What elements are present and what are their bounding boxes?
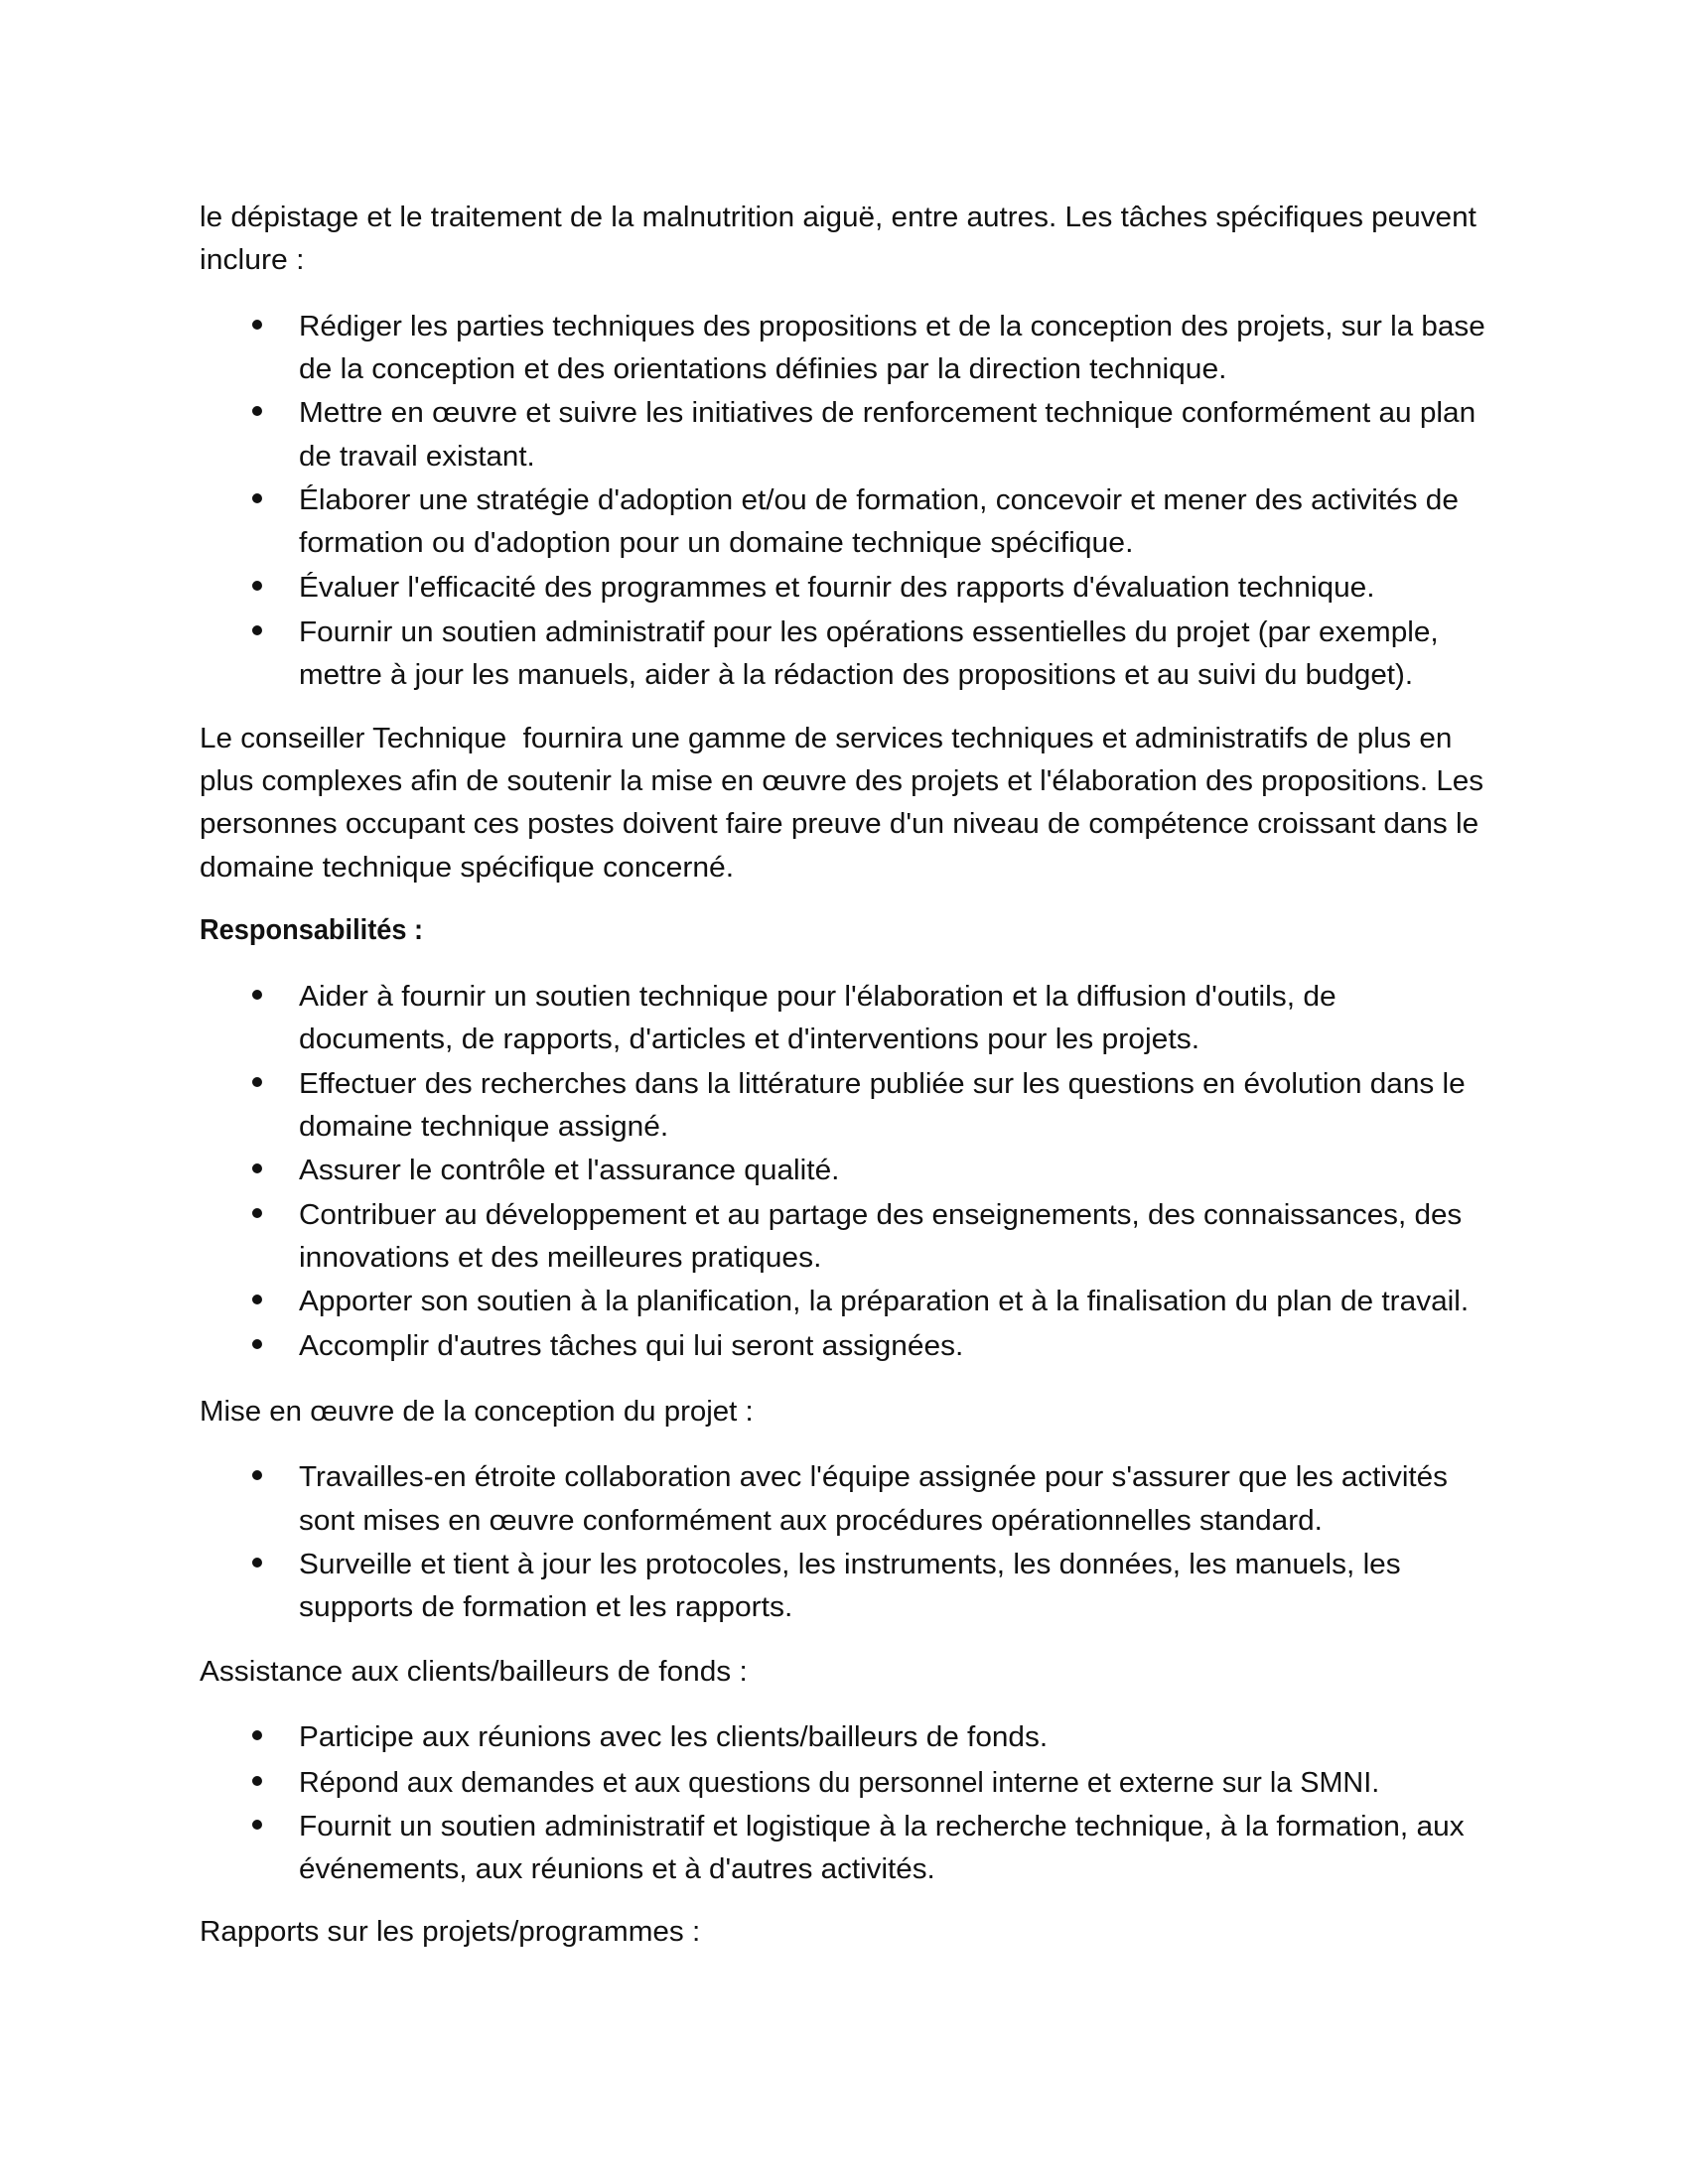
bullet-icon [252, 1558, 262, 1568]
list-item: Assurer le contrôle et l'assurance qualité. [299, 1154, 840, 1186]
list-item: Répond aux demandes et aux questions du personnel interne et externe sur la SMNI. [299, 1766, 1380, 1799]
list-item: Rédiger les parties techniques des propositions et de la conception des projets, sur la base [299, 310, 1485, 342]
bullet-icon [252, 1208, 262, 1218]
list-item: Fournir un soutien administratif pour les opérations essentielles du projet (par exemple, [299, 615, 1439, 648]
list-item: Fournit un soutien administratif et logistique à la recherche technique, à la formation, aux [299, 1810, 1465, 1843]
bullet-icon [252, 581, 262, 591]
section-heading-implementation: Mise en œuvre de la conception du projet : [200, 1395, 754, 1428]
list-item: Accomplir d'autres tâches qui lui seront assignées. [299, 1329, 964, 1362]
bullet-icon [252, 990, 262, 1000]
intro-line: inclure : [200, 243, 305, 276]
list-item: Surveille et tient à jour les protocoles, les instruments, les données, les manuels, les [299, 1548, 1401, 1580]
section-heading-client-assistance: Assistance aux clients/bailleurs de fonds : [200, 1655, 748, 1688]
list-item: Effectuer des recherches dans la littérature publiée sur les questions en évolution dans le [299, 1067, 1466, 1100]
paragraph-line: plus complexes afin de soutenir la mise en œuvre des projets et l'élaboration des propositions. Les [200, 764, 1484, 797]
list-item: Contribuer au développement et au partage des enseignements, des connaissances, des [299, 1198, 1463, 1231]
bullet-icon [252, 1776, 262, 1786]
bullet-icon [252, 1339, 262, 1349]
bullet-icon [252, 1470, 262, 1480]
list-item-continuation: de la conception et des orientations définies par la direction technique. [299, 352, 1227, 385]
list-item: Travailles-en étroite collaboration avec l'équipe assignée pour s'assurer que les activités [299, 1460, 1448, 1493]
list-item-continuation: innovations et des meilleures pratiques. [299, 1241, 822, 1274]
section-heading-reports: Rapports sur les projets/programmes : [200, 1915, 701, 1948]
list-item: Aider à fournir un soutien technique pour l'élaboration et la diffusion d'outils, de [299, 980, 1336, 1013]
list-item-continuation: formation ou d'adoption pour un domaine technique spécifique. [299, 526, 1134, 559]
paragraph-line: domaine technique spécifique concerné. [200, 851, 735, 884]
intro-line: le dépistage et le traitement de la malnutrition aiguë, entre autres. Les tâches spécifiques peuvent [200, 201, 1477, 233]
bullet-icon [252, 625, 262, 635]
section-heading-responsibilities: Responsabilités : [200, 913, 424, 946]
list-item-continuation: mettre à jour les manuels, aider à la rédaction des propositions et au suivi du budget). [299, 658, 1414, 691]
bullet-icon [252, 493, 262, 503]
bullet-icon [252, 320, 262, 330]
bullet-icon [252, 1077, 262, 1087]
list-item: Mettre en œuvre et suivre les initiatives de renforcement technique conformément au plan [299, 396, 1477, 429]
list-item-continuation: de travail existant. [299, 440, 535, 473]
list-item-continuation: sont mises en œuvre conformément aux procédures opérationnelles standard. [299, 1504, 1323, 1537]
bullet-icon [252, 406, 262, 416]
list-item-continuation: documents, de rapports, d'articles et d'interventions pour les projets. [299, 1023, 1200, 1055]
bullet-icon [252, 1730, 262, 1740]
paragraph-line: personnes occupant ces postes doivent faire preuve d'un niveau de compétence croissant dans le [200, 807, 1479, 840]
bullet-icon [252, 1820, 262, 1830]
list-item: Évaluer l'efficacité des programmes et fournir des rapports d'évaluation technique. [299, 571, 1375, 604]
list-item-continuation: événements, aux réunions et à d'autres activités. [299, 1852, 935, 1885]
paragraph-line: Le conseiller Technique fournira une gamme de services techniques et administratifs de plus en [200, 722, 1453, 754]
list-item-continuation: supports de formation et les rapports. [299, 1590, 793, 1623]
list-item: Apporter son soutien à la planification, la préparation et à la finalisation du plan de travail. [299, 1285, 1470, 1317]
bullet-icon [252, 1295, 262, 1304]
list-item-continuation: domaine technique assigné. [299, 1110, 669, 1143]
list-item: Participe aux réunions avec les clients/bailleurs de fonds. [299, 1720, 1049, 1753]
list-item: Élaborer une stratégie d'adoption et/ou de formation, concevoir et mener des activités de [299, 483, 1459, 516]
bullet-icon [252, 1163, 262, 1173]
